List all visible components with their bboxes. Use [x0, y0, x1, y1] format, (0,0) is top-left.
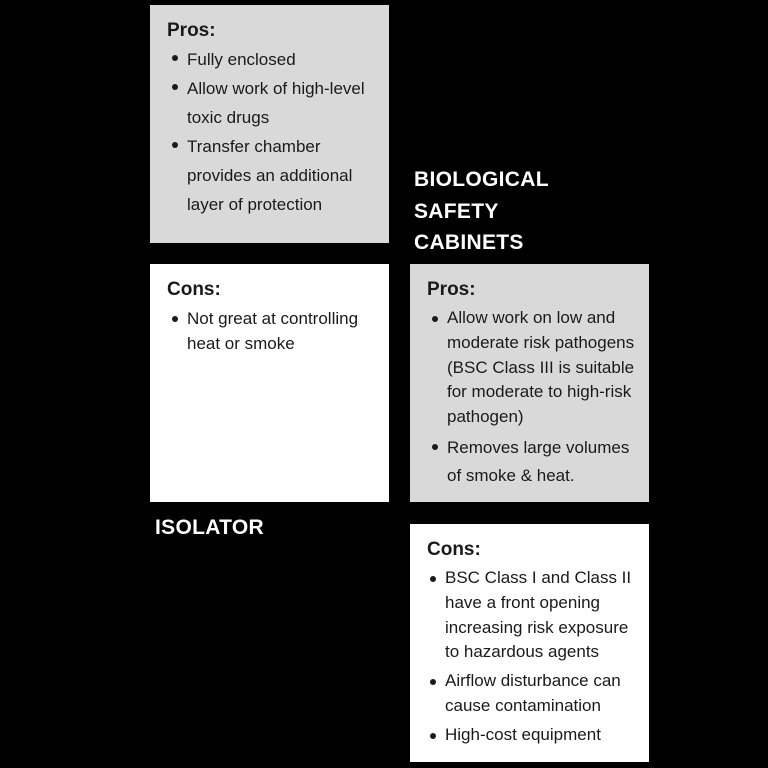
list-item: Airflow disturbance can cause contamination: [445, 669, 635, 719]
list-item: Transfer chamber provides an additional layer of protection: [187, 132, 375, 219]
isolator-cons-list: [167, 306, 375, 356]
bsc-heading: BIOLOGICAL SAFETY CABINETS: [414, 168, 549, 254]
list-item: High-cost equipment: [445, 723, 635, 748]
isolator-cons-card: [150, 264, 389, 502]
list-item: Removes large volumes of smoke & heat.: [447, 434, 635, 490]
isolator-pros-list: [167, 45, 375, 219]
list-item: Fully enclosed: [187, 45, 375, 74]
bsc-pros-list: [427, 306, 635, 490]
list-item: Not great at controlling heat or smoke: [187, 306, 375, 356]
list-item: BSC Class I and Class II have a front opening increasing risk exposure to hazardous agents: [445, 566, 635, 665]
list-item: Allow work of high-level toxic drugs: [187, 74, 375, 132]
isolator-pros-title: Pros:: [167, 20, 216, 41]
isolator-cons-title: Cons:: [167, 279, 221, 300]
bsc-cons-list: [427, 566, 635, 748]
isolator-heading: ISOLATOR: [155, 516, 264, 539]
isolator-pros-card: [150, 5, 389, 243]
bsc-cons-title: Cons:: [427, 539, 481, 560]
list-item: Allow work on low and moderate risk pathogens (BSC Class III is suitable for moderate to high-risk pathogen): [447, 306, 635, 430]
bsc-pros-card: [410, 264, 649, 502]
bsc-cons-card: [410, 524, 649, 762]
bsc-pros-title: Pros:: [427, 279, 476, 300]
